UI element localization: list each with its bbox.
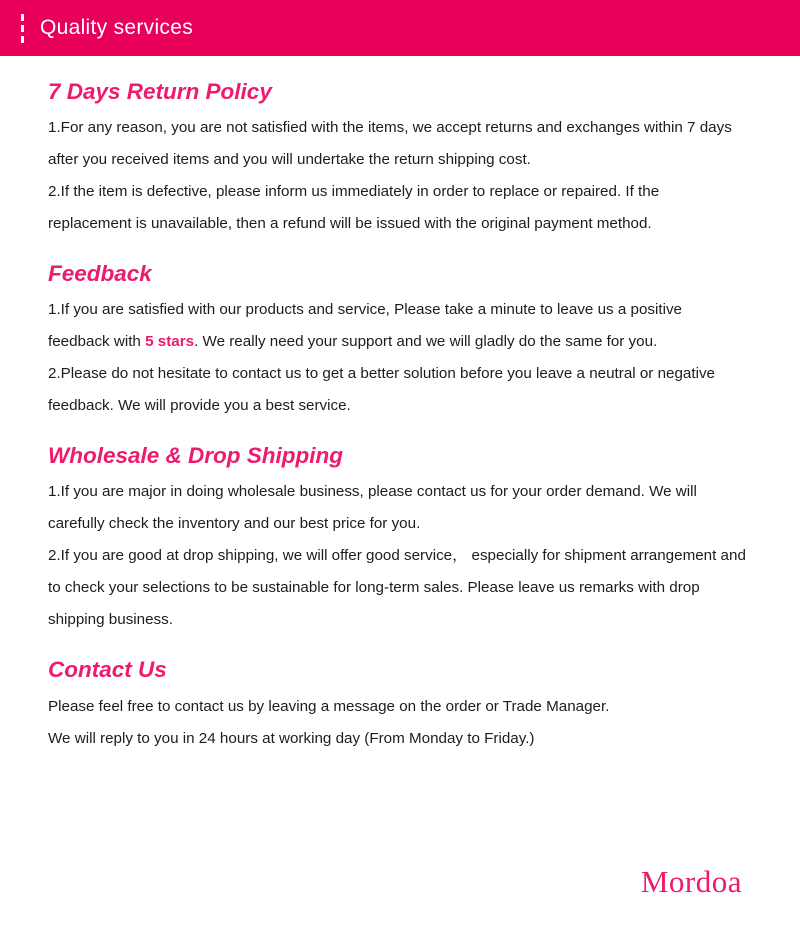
section-paragraph-with-highlight [48,294,746,358]
section-wholesale-drop-shipping [48,442,746,636]
banner-ticks-icon [0,0,40,56]
page-banner [0,0,800,56]
page-title: Quality services [40,16,194,39]
section-paragraph: 1.For any reason, you are not satisfied with the items, we accept returns and exchanges within 7 days after you received items and you will undertake the return shipping cost. [48,119,732,169]
section-heading: Wholesale & Drop Shipping [48,443,344,469]
feedback-text-after: . We really need your support and we will gladly do the same for you. [194,333,658,351]
section-paragraph: 2.If the item is defective, please inform us immediately in order to replace or repaired. If the replacement is unavailable, then a refund will be issued with the original payment method. [48,183,660,233]
feedback-text-before: 1.If you are satisfied with our products and service, Please take a minute to leave us a positive feedback with [48,301,682,351]
section-contact-us [48,656,746,754]
feedback-star-highlight: 5 stars [145,333,195,351]
section-heading: Contact Us [48,657,167,683]
section-paragraph: We will reply to you in 24 hours at working day (From Monday to Friday.) [48,729,535,747]
section-return-policy [48,78,746,240]
section-paragraph: 1.If you are major in doing wholesale business, please contact us for your order demand. We will carefully check the inventory and our best price for you. [48,483,697,533]
section-paragraph: Please feel free to contact us by leaving a message on the order or Trade Manager. [48,697,610,715]
page-content [0,56,800,755]
section-heading: 7 Days Return Policy [48,79,272,104]
section-paragraph: 2.If you are good at drop shipping, we will offer good service， especially for shipment arrangement and to check your selections to be sustainable for long-term sales. Please leave us remarks with drop shipping business. [48,547,746,629]
section-feedback [48,260,746,422]
brand-wordmark: Mordoa [640,864,742,899]
section-paragraph: 2.Please do not hesitate to contact us to get a better solution before you leave a neutral or negative feedback. We will provide you a best service. [48,365,716,415]
section-heading: Feedback [48,261,152,287]
